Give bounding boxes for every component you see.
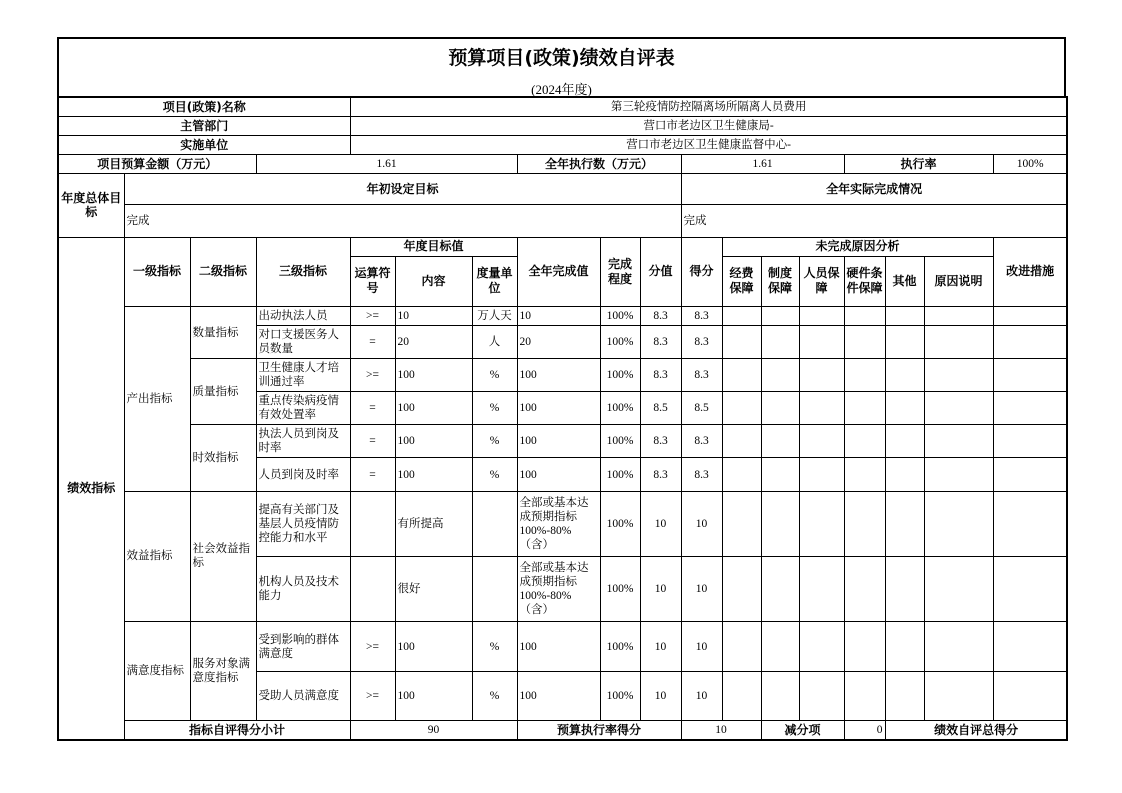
goal-initial-label: 年初设定目标 xyxy=(124,173,681,204)
indicator-completed: 100 xyxy=(517,621,600,671)
indicator-degree: 100% xyxy=(600,491,640,556)
indicator-score: 8.3 xyxy=(681,326,722,359)
indicator-degree: 100% xyxy=(600,672,640,721)
goal-actual-label: 全年实际完成情况 xyxy=(681,173,1067,204)
evaluation-table xyxy=(57,96,1068,741)
group-service: 服务对象满意度指标 xyxy=(190,621,256,720)
indicator-op: >= xyxy=(350,359,395,392)
indicator-value: 10 xyxy=(640,491,681,556)
indicator-name: 执法人员到岗及时率 xyxy=(256,425,350,458)
subtotal-label: 指标自评得分小计 xyxy=(124,721,350,740)
indicator-name: 出动执法人员 xyxy=(256,307,350,326)
indicator-value: 8.3 xyxy=(640,359,681,392)
table-row xyxy=(58,425,1067,458)
indicator-unit: % xyxy=(472,458,517,491)
budget-score-value: 10 xyxy=(681,721,761,740)
indicator-content: 100 xyxy=(395,458,472,491)
group-benefit: 效益指标 xyxy=(124,491,190,621)
group-quantity: 数量指标 xyxy=(190,307,256,359)
indicator-content: 有所提高 xyxy=(395,491,472,556)
dept-label: 主管部门 xyxy=(58,116,350,135)
indicator-score: 8.5 xyxy=(681,392,722,425)
unit-value: 营口市老边区卫生健康监督中心- xyxy=(350,135,1067,154)
indicator-content: 10 xyxy=(395,307,472,326)
level2-header: 二级指标 xyxy=(190,237,256,306)
target-header: 年度目标值 xyxy=(350,237,517,256)
indicator-completed: 100 xyxy=(517,672,600,721)
subtotal-value: 90 xyxy=(350,721,517,740)
indicator-completed: 100 xyxy=(517,458,600,491)
indicator-completed: 20 xyxy=(517,326,600,359)
goal-actual-value: 完成 xyxy=(681,204,1067,237)
indicator-score: 8.3 xyxy=(681,425,722,458)
indicator-name: 机构人员及技术能力 xyxy=(256,556,350,621)
exec-value: 1.61 xyxy=(681,154,844,173)
indicator-name: 受到影响的群体满意度 xyxy=(256,621,350,671)
indicator-name: 受助人员满意度 xyxy=(256,672,350,721)
unit-label: 实施单位 xyxy=(58,135,350,154)
project-name-label: 项目(政策)名称 xyxy=(58,97,350,116)
indicator-unit: % xyxy=(472,359,517,392)
indicator-score: 10 xyxy=(681,556,722,621)
indicator-score: 10 xyxy=(681,621,722,671)
goal-value-row xyxy=(58,204,1067,237)
indicator-degree: 100% xyxy=(600,307,640,326)
score-value-header: 分值 xyxy=(640,237,681,306)
indicator-content: 100 xyxy=(395,621,472,671)
indicator-value: 8.3 xyxy=(640,458,681,491)
indicator-degree: 100% xyxy=(600,556,640,621)
indicator-op: >= xyxy=(350,621,395,671)
reasons-header: 未完成原因分析 xyxy=(722,237,993,256)
indicator-completed: 100 xyxy=(517,392,600,425)
year-subtitle: (2024年度) xyxy=(531,82,592,97)
indicator-degree: 100% xyxy=(600,458,640,491)
content-header: 内容 xyxy=(395,256,472,306)
indicator-completed: 100 xyxy=(517,359,600,392)
deduct-label: 减分项 xyxy=(761,721,844,740)
reason-system-header: 制度保障 xyxy=(761,256,799,306)
indicator-value: 10 xyxy=(640,621,681,671)
table-row xyxy=(58,491,1067,556)
indicator-degree: 100% xyxy=(600,425,640,458)
indicator-degree: 100% xyxy=(600,359,640,392)
indicator-op: = xyxy=(350,458,395,491)
reason-explain-header: 原因说明 xyxy=(924,256,993,306)
page-title: 预算项目(政策)绩效自评表 xyxy=(448,47,675,69)
indicator-unit: % xyxy=(472,621,517,671)
indicator-content: 很好 xyxy=(395,556,472,621)
deduct-value: 0 xyxy=(844,721,885,740)
indicator-degree: 100% xyxy=(600,326,640,359)
budget-value: 1.61 xyxy=(256,154,517,173)
indicator-header-row-1 xyxy=(58,237,1067,256)
indicator-name: 对口支援医务人员数量 xyxy=(256,326,350,359)
indicator-value: 10 xyxy=(640,556,681,621)
rate-label: 执行率 xyxy=(844,154,993,173)
indicator-op: >= xyxy=(350,307,395,326)
goal-header-row xyxy=(58,173,1067,204)
reason-funding-header: 经费保障 xyxy=(722,256,761,306)
budget-label: 项目预算金额（万元） xyxy=(58,154,256,173)
indicator-op: = xyxy=(350,326,395,359)
indicator-unit: 人 xyxy=(472,326,517,359)
group-output: 产出指标 xyxy=(124,307,190,492)
unit-header: 度量单位 xyxy=(472,256,517,306)
indicator-value: 8.3 xyxy=(640,425,681,458)
indicator-unit: % xyxy=(472,425,517,458)
info-row-unit xyxy=(58,135,1067,154)
indicator-name: 重点传染病疫情有效处置率 xyxy=(256,392,350,425)
level1-header: 一级指标 xyxy=(124,237,190,306)
indicator-name: 卫生健康人才培训通过率 xyxy=(256,359,350,392)
improve-header: 改进措施 xyxy=(993,237,1067,306)
reason-hardware-header: 硬件条件保障 xyxy=(844,256,885,306)
indicator-op xyxy=(350,556,395,621)
indicator-score: 10 xyxy=(681,491,722,556)
info-row-project xyxy=(58,97,1067,116)
group-satisfaction: 满意度指标 xyxy=(124,621,190,720)
indicator-unit xyxy=(472,556,517,621)
operator-header: 运算符号 xyxy=(350,256,395,306)
exec-label: 全年执行数（万元） xyxy=(517,154,681,173)
indicator-score: 10 xyxy=(681,672,722,721)
table-row xyxy=(58,359,1067,392)
perf-indicator-label: 绩效指标 xyxy=(58,237,124,740)
indicator-content: 100 xyxy=(395,359,472,392)
total-label: 绩效自评总得分 xyxy=(885,721,1067,740)
indicator-completed: 全部或基本达成预期指标100%-80%（含） xyxy=(517,491,600,556)
indicator-content: 100 xyxy=(395,425,472,458)
table-row xyxy=(58,307,1067,326)
group-social: 社会效益指标 xyxy=(190,491,256,621)
indicator-op xyxy=(350,491,395,556)
indicator-value: 8.5 xyxy=(640,392,681,425)
indicator-score: 8.3 xyxy=(681,307,722,326)
indicator-score: 8.3 xyxy=(681,458,722,491)
table-row xyxy=(58,621,1067,671)
indicator-value: 8.3 xyxy=(640,326,681,359)
reason-staff-header: 人员保障 xyxy=(799,256,844,306)
indicator-content: 20 xyxy=(395,326,472,359)
indicator-value: 8.3 xyxy=(640,307,681,326)
group-quality: 质量指标 xyxy=(190,359,256,425)
indicator-content: 100 xyxy=(395,392,472,425)
degree-header: 完成程度 xyxy=(600,237,640,306)
completed-header: 全年完成值 xyxy=(517,237,600,306)
indicator-unit xyxy=(472,491,517,556)
indicator-degree: 100% xyxy=(600,392,640,425)
dept-value: 营口市老边区卫生健康局- xyxy=(350,116,1067,135)
indicator-name: 提高有关部门及基层人员疫情防控能力和水平 xyxy=(256,491,350,556)
evaluation-sheet xyxy=(57,37,1066,741)
budget-score-label: 预算执行率得分 xyxy=(517,721,681,740)
level3-header: 三级指标 xyxy=(256,237,350,306)
indicator-unit: % xyxy=(472,672,517,721)
goal-initial-value: 完成 xyxy=(124,204,681,237)
score-header: 得分 xyxy=(681,237,722,306)
indicator-score: 8.3 xyxy=(681,359,722,392)
indicator-op: >= xyxy=(350,672,395,721)
indicator-op: = xyxy=(350,425,395,458)
indicator-completed: 100 xyxy=(517,425,600,458)
info-row-dept xyxy=(58,116,1067,135)
indicator-degree: 100% xyxy=(600,621,640,671)
indicator-completed: 10 xyxy=(517,307,600,326)
reason-other-header: 其他 xyxy=(885,256,924,306)
project-name-value: 第三轮疫情防控隔离场所隔离人员费用 xyxy=(350,97,1067,116)
indicator-value: 10 xyxy=(640,672,681,721)
rate-value: 100% xyxy=(993,154,1067,173)
indicator-completed: 全部或基本达成预期指标100%-80%（含） xyxy=(517,556,600,621)
indicator-unit: 万人天 xyxy=(472,307,517,326)
indicator-op: = xyxy=(350,392,395,425)
info-row-budget xyxy=(58,154,1067,173)
group-timeliness: 时效指标 xyxy=(190,425,256,491)
indicator-unit: % xyxy=(472,392,517,425)
footer-row xyxy=(58,721,1067,740)
indicator-name: 人员到岗及时率 xyxy=(256,458,350,491)
indicator-content: 100 xyxy=(395,672,472,721)
goal-label: 年度总体目标 xyxy=(58,173,124,237)
title-area xyxy=(57,37,1066,96)
